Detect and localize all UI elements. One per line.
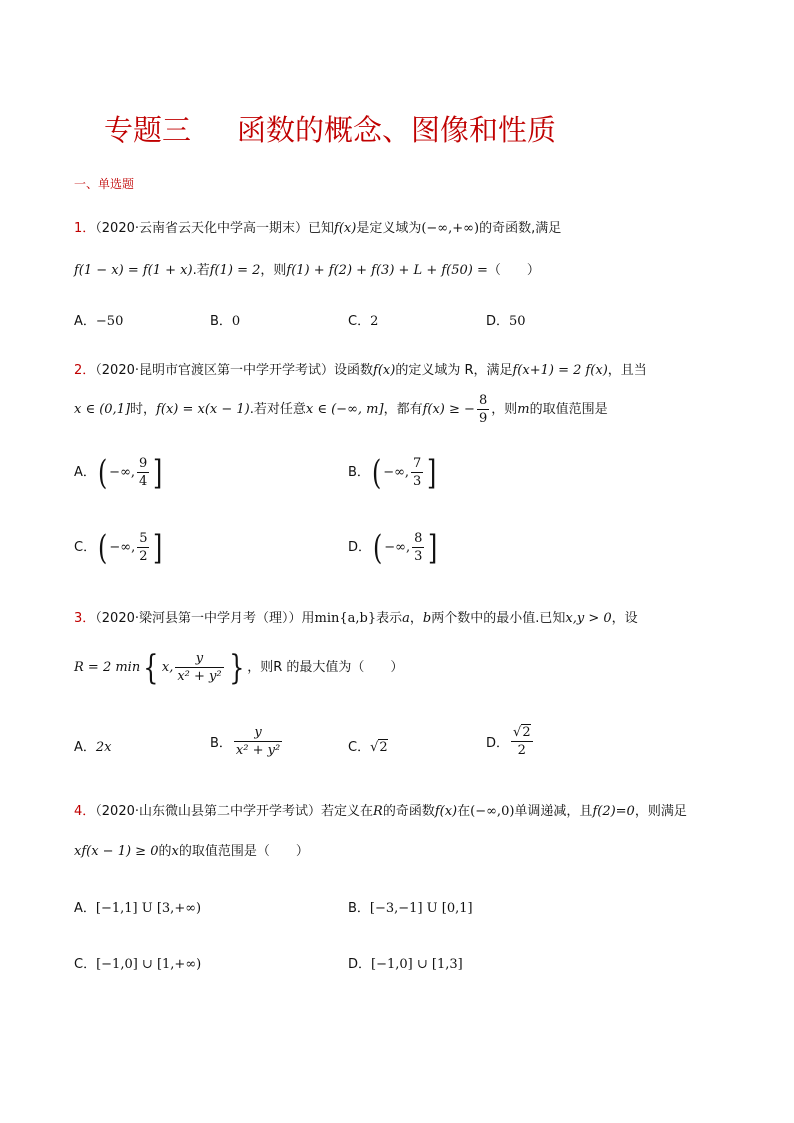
option-value: 2	[379, 740, 388, 755]
q1-math: f(1) = 2	[209, 263, 261, 278]
q4-text: 的	[158, 844, 172, 859]
q3-math: b	[422, 611, 432, 626]
q1-number: 1．	[74, 221, 96, 236]
option-label: A．	[74, 740, 96, 755]
fraction-numerator: 8	[478, 393, 488, 408]
q2-math: f(x)	[373, 363, 396, 378]
q1-math: f(1 − x) = f(1 + x)	[74, 263, 193, 278]
close-bracket: ]	[428, 527, 438, 568]
q4-line-1	[74, 802, 687, 822]
q3-line-2	[74, 647, 404, 688]
option-fraction	[137, 530, 149, 565]
title-part-2: 函数的概念、图像和性质	[237, 113, 557, 147]
q4-text: ，则满足	[634, 804, 687, 819]
open-paren: (	[98, 527, 108, 568]
option-value: −∞,	[109, 540, 136, 555]
fraction-numerator: √2	[513, 725, 531, 740]
fraction-denominator: x² + y²	[177, 669, 222, 684]
q2-line-2	[74, 392, 608, 427]
fraction-numerator: 8	[414, 531, 423, 546]
close-bracket: ]	[153, 527, 163, 568]
close-brace: }	[228, 647, 244, 688]
q1-option-b	[210, 310, 240, 329]
fraction-denominator: x² + y²	[235, 743, 281, 758]
option-value: −∞,	[109, 465, 136, 480]
open-paren: (	[97, 452, 108, 493]
q1-text: 已知	[308, 221, 335, 236]
q1-text: ，则	[260, 263, 287, 278]
fraction-denominator: 3	[413, 474, 422, 489]
q3-option-c	[348, 736, 388, 755]
fraction-denominator: 4	[139, 474, 148, 489]
open-paren: (	[373, 527, 383, 568]
option-fraction	[412, 530, 424, 565]
option-label: D．	[348, 540, 372, 555]
q2-option-a	[74, 452, 165, 493]
option-label: A．	[74, 901, 96, 916]
q4-text: 的奇函数	[382, 804, 435, 819]
option-label: C．	[348, 740, 371, 755]
option-label: D．	[486, 314, 510, 329]
option-label: B．	[348, 901, 370, 916]
q1-text: （ ）	[487, 263, 540, 278]
q4-option-d	[348, 953, 463, 972]
q4-math: f(x)	[434, 804, 458, 819]
q1-option-a	[74, 310, 123, 329]
fraction-denominator: 2	[139, 549, 148, 564]
fraction-numerator: y	[254, 725, 262, 740]
q1-math: f(x)	[334, 221, 357, 236]
option-label: B．	[210, 736, 232, 751]
option-value: −50	[95, 314, 124, 329]
sqrt-radicand: 2	[522, 725, 531, 740]
q1-option-d	[486, 310, 526, 329]
q3-number: 3．	[74, 611, 96, 626]
q4-option-c	[74, 953, 201, 972]
option-value: [−3,−1] U [0,1]	[369, 901, 473, 916]
title-part-1: 专题三	[104, 113, 192, 147]
close-bracket: ]	[153, 452, 163, 493]
q2-math: f(x+1) = 2 f(x)	[512, 363, 608, 378]
q2-text: 的定义域为 R，满足	[395, 363, 513, 378]
q1-math: (−∞,+∞)	[421, 221, 480, 236]
option-label: B．	[210, 314, 232, 329]
q2-number: 2．	[74, 363, 96, 378]
q2-text: ，则	[491, 402, 518, 417]
option-label: A．	[74, 465, 96, 480]
open-paren: (	[371, 452, 382, 493]
option-value: [−1,0] ∪ [1,+∞)	[96, 957, 202, 972]
q1-line-2	[74, 261, 540, 281]
q2-math: x ∈ (0,1]	[74, 402, 131, 417]
option-value: 50	[509, 314, 526, 329]
option-label: D．	[486, 736, 510, 751]
q2-text: 设函数	[334, 363, 374, 378]
q4-option-b	[348, 897, 473, 916]
section-heading: 一、单选题	[74, 177, 135, 191]
q3-math: x,y > 0	[565, 611, 612, 626]
fraction-numerator: 9	[139, 456, 148, 471]
q3-text: ，则R 的最大值为（ ）	[247, 660, 404, 675]
option-value: 2	[370, 314, 379, 329]
option-label: A．	[74, 314, 96, 329]
open-brace: {	[143, 647, 159, 688]
q2-math: f(x) ≥ −	[422, 402, 475, 417]
q1-source: （2020·云南省云天化中学高一期末）	[95, 221, 308, 236]
q3-text: 表示	[376, 611, 403, 626]
q3-text: ，设	[611, 611, 638, 626]
q2-text: ，且当	[607, 363, 647, 378]
q3-option-a	[74, 736, 112, 755]
q4-option-a	[74, 897, 201, 916]
option-value: −∞,	[384, 540, 411, 555]
q1-math: f(1) + f(2) + f(3) + L + f(50) =	[286, 263, 488, 278]
q1-text: .若	[192, 263, 210, 278]
sqrt-expression: √2	[370, 740, 388, 755]
q2-option-b	[348, 452, 439, 493]
option-label: D．	[348, 957, 372, 972]
q4-math: (−∞,0)	[470, 804, 515, 819]
q3-text: ，	[409, 611, 423, 626]
document-title	[104, 108, 556, 149]
close-bracket: ]	[427, 452, 437, 493]
q1-text: 是定义域为	[356, 221, 422, 236]
q1-text: 的奇函数,满足	[479, 221, 562, 236]
q1-option-c	[348, 310, 378, 329]
q4-text: 在	[457, 804, 471, 819]
fraction-numerator: 7	[413, 456, 422, 471]
q4-math: f(2)=0	[592, 804, 635, 819]
q2-text: .若对任意	[249, 402, 306, 417]
q3-math: R = 2 min	[74, 660, 141, 675]
q3-text: 两个数中的最小值.已知	[431, 611, 566, 626]
fraction-numerator: y	[195, 651, 204, 666]
q3-source: （2020·梁河县第一中学月考（理））	[95, 611, 302, 626]
q2-text: 的取值范围是	[529, 402, 608, 417]
q4-number: 4．	[74, 804, 96, 819]
option-fraction	[511, 724, 533, 759]
q3-line-1	[74, 609, 638, 629]
option-label: C．	[74, 957, 97, 972]
fraction-denominator: 3	[414, 549, 423, 564]
q2-option-d	[348, 527, 440, 568]
option-value: [−1,1] U [3,+∞)	[95, 901, 202, 916]
option-value: 0	[231, 314, 241, 329]
option-value: −∞,	[383, 465, 410, 480]
option-label: B．	[348, 465, 370, 480]
option-fraction	[234, 724, 282, 759]
q2-fraction	[477, 392, 489, 427]
q2-text: ，都有	[383, 402, 423, 417]
q2-option-c	[74, 527, 165, 568]
option-label: C．	[348, 314, 371, 329]
q4-math: R	[373, 804, 383, 819]
option-label: C．	[74, 540, 97, 555]
q3-math: min{a,b}	[314, 611, 377, 626]
option-value: 2x	[95, 740, 112, 755]
q2-math: m	[517, 402, 530, 417]
q4-source: （2020·山东微山县第二中学开学考试）	[95, 804, 321, 819]
option-fraction	[411, 455, 423, 490]
fraction-denominator: 9	[478, 411, 488, 426]
q4-math: x	[171, 844, 179, 859]
q3-text: 用	[301, 611, 315, 626]
q3-option-d	[486, 724, 535, 759]
option-fraction	[137, 455, 149, 490]
q4-text: 的取值范围是（ ）	[178, 844, 309, 859]
q4-math: xf(x − 1) ≥ 0	[74, 844, 159, 859]
q4-text: 单调递减，且	[514, 804, 593, 819]
q2-source: （2020·昆明市官渡区第一中学开学考试）	[95, 363, 334, 378]
fraction-numerator: 5	[139, 531, 148, 546]
q4-text: 若定义在	[321, 804, 374, 819]
fraction-denominator: 2	[511, 741, 533, 759]
q3-option-b	[210, 724, 284, 759]
q2-line-1	[74, 361, 647, 381]
q2-math: x ∈ (−∞, m]	[305, 402, 384, 417]
q3-math: a	[402, 611, 410, 626]
q3-fraction	[175, 650, 223, 685]
q2-text: 时，	[130, 402, 157, 417]
q2-math: f(x) = x(x − 1)	[156, 402, 250, 417]
q4-line-2	[74, 842, 309, 862]
option-value: [−1,0] ∪ [1,3]	[371, 957, 463, 972]
q3-math: x,	[161, 660, 174, 675]
q1-line-1	[74, 219, 561, 239]
